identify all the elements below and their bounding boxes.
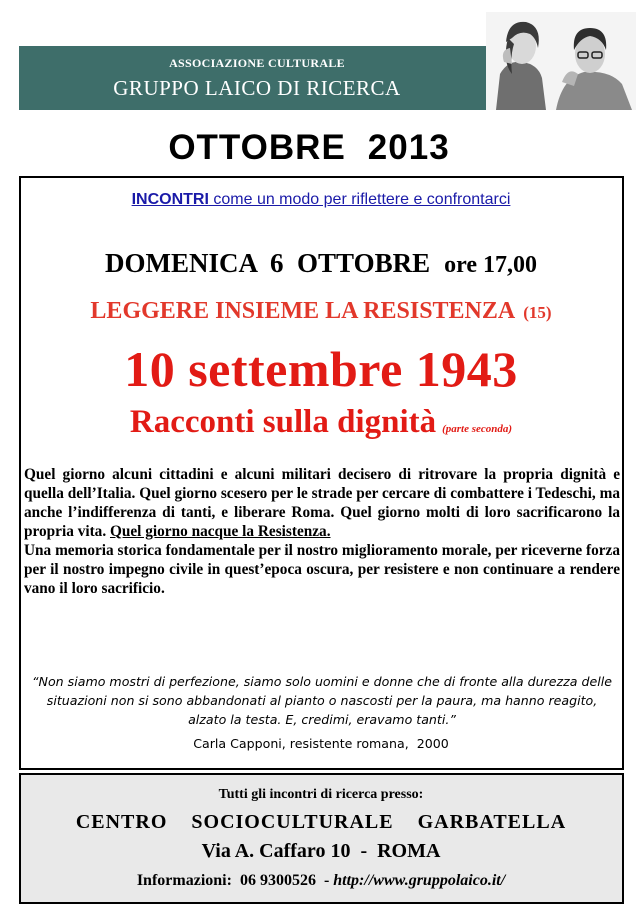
quote-text: “Non siamo mostri di perfezione, siamo solo uomini e donne che di fronte alla durezza delle situazioni non si sono abbandonati al pianto o nascosti per la paura, ma hanno reagito, alzato la testa. E, credimi, eravamo tanti.” [32, 674, 612, 727]
body-paragraph-1-text: Quel giorno alcuni cittadini e alcuni militari decisero di ritrovare la propria dignità e quella dell’Italia. Quel giorno scesero per le strade per cercare di combattere i Tedeschi, ma anche l’indifferenza di tanti, e liberare Roma. Quel giorno molti di loro sacrificarono la propria vita. [24, 466, 620, 540]
quote-author: Carla Capponi, resistente romana, 2000 [193, 736, 449, 751]
series-name: LEGGERE INSIEME LA RESISTENZA [90, 298, 516, 324]
info-phone: 06 9300526 [239, 872, 316, 889]
series-number: (15) [523, 303, 552, 322]
body-paragraph-2: Una memoria storica fondamentale per il nostro miglioramento morale, per riceverne forza per il nostro impegno civile in quest’epoca oscura, per resistere e non continuare a rendere vano il loro sacrificio. [24, 542, 620, 597]
headline-date: 10 settembre 1943 [124, 341, 518, 397]
footer-intro: Tutti gli incontri di ricerca presso: [218, 787, 424, 802]
event-time: ore 17,00 [444, 252, 537, 278]
header-photo [486, 12, 636, 110]
footer-info: Informazioni: 06 9300526 - http://www.gruppolaico.it/ [136, 872, 506, 889]
event-date-line [0, 248, 642, 279]
info-url[interactable]: http://www.gruppolaico.it/ [333, 872, 506, 889]
month-name: OTTOBRE [168, 128, 346, 167]
subtitle-text: Racconti sulla dignità [129, 404, 437, 440]
body-paragraph-1 [24, 465, 620, 541]
footer-venue: CENTRO SOCIOCULTURALE GARBATELLA [75, 811, 567, 833]
intro-keyword: INCONTRI [131, 191, 209, 208]
body-text [24, 465, 620, 598]
footer-address: Via A. Caffaro 10 - ROMA [201, 840, 441, 862]
month-title [0, 128, 618, 168]
series-title [0, 298, 642, 325]
body-paragraph-1-underlined: Quel giorno nacque la Resistenza. [109, 523, 331, 540]
info-label: Informazioni: [136, 872, 232, 889]
intro-line [0, 191, 642, 209]
year: 2013 [367, 128, 450, 167]
association-label: ASSOCIAZIONE CULTURALE [169, 56, 345, 70]
group-name: GRUPPO LAICO DI RICERCA [113, 76, 401, 100]
event-date: DOMENICA 6 OTTOBRE [105, 248, 431, 278]
event-subtitle [0, 404, 642, 441]
subtitle-note: (parte seconda) [442, 423, 513, 435]
intro-rest: come un modo per riflettere e confrontarci [208, 191, 511, 208]
